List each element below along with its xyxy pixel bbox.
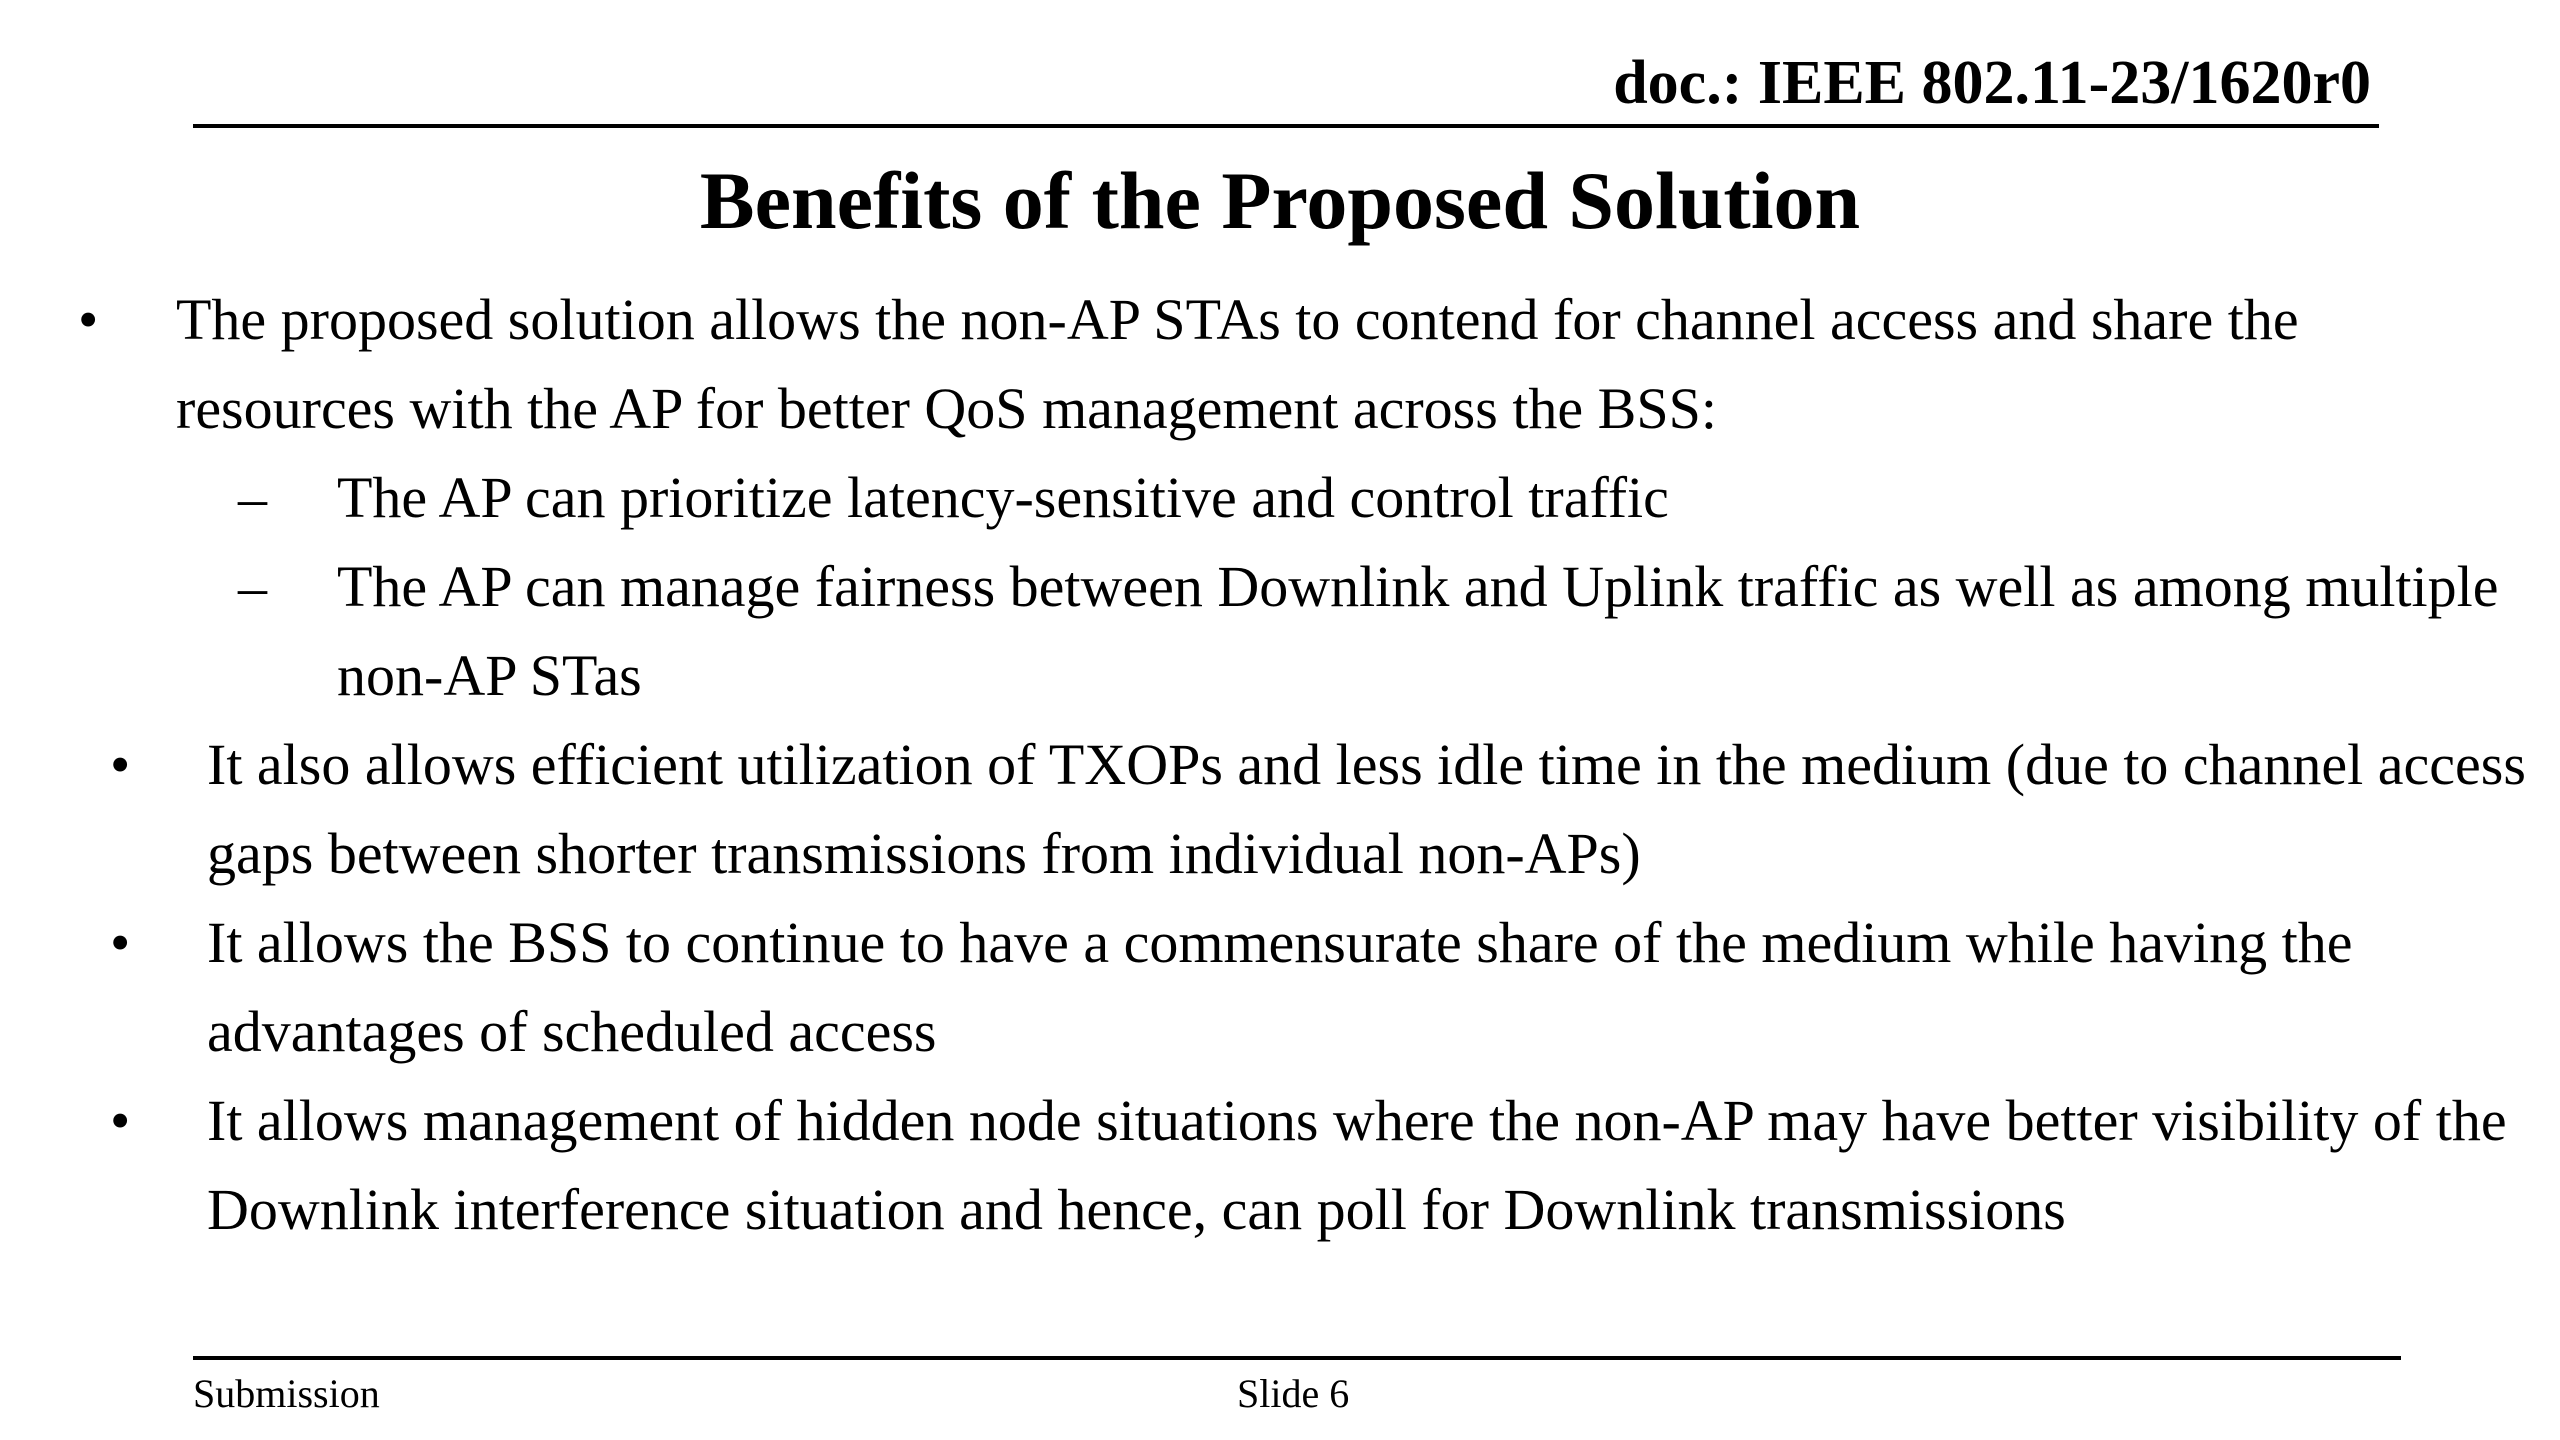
slide-number: Slide 6 [1237, 1371, 1350, 1416]
sub-bullet-item [0, 453, 2560, 542]
slide-body [0, 275, 2560, 1254]
slide-title: Benefits of the Proposed Solution [699, 155, 1861, 246]
document-id: doc.: IEEE 802.11-23/1620r0 [1613, 49, 2371, 117]
bullet-marker: • [110, 1088, 131, 1153]
bullet-item [0, 898, 2560, 1076]
footer-submission: Submission [193, 1371, 380, 1416]
bullet-item [0, 720, 2560, 898]
footer-divider [193, 1356, 2401, 1360]
sub-bullet-item [0, 542, 2560, 720]
bullet-text: It also allows efficient utilization of TXOPs and less idle time in the medium (due to channel access gaps between shorter transmissions from individual non-APs) [207, 732, 2526, 886]
bullet-marker: • [78, 287, 99, 352]
bullet-text: The proposed solution allows the non-AP STAs to contend for channel access and share the resources with the AP for better QoS management across the BSS: [176, 287, 2299, 441]
dash-marker: – [238, 554, 267, 619]
bullet-marker: • [110, 732, 131, 797]
header-divider [193, 124, 2379, 128]
bullet-text: It allows the BSS to continue to have a commensurate share of the medium while having the advantages of scheduled access [207, 910, 2353, 1064]
dash-marker: – [238, 465, 267, 530]
sub-bullet-text: The AP can prioritize latency-sensitive and control traffic [337, 465, 1669, 530]
bullet-text: It allows management of hidden node situations where the non-AP may have better visibility of the Downlink interference situation and hence, can poll for Downlink transmissions [207, 1088, 2507, 1242]
sub-bullet-text: The AP can manage fairness between Downlink and Uplink traffic as well as among multiple non-AP STas [337, 554, 2499, 708]
bullet-marker: • [110, 910, 131, 975]
bullet-item [0, 275, 2560, 453]
bullet-item [0, 1076, 2560, 1254]
